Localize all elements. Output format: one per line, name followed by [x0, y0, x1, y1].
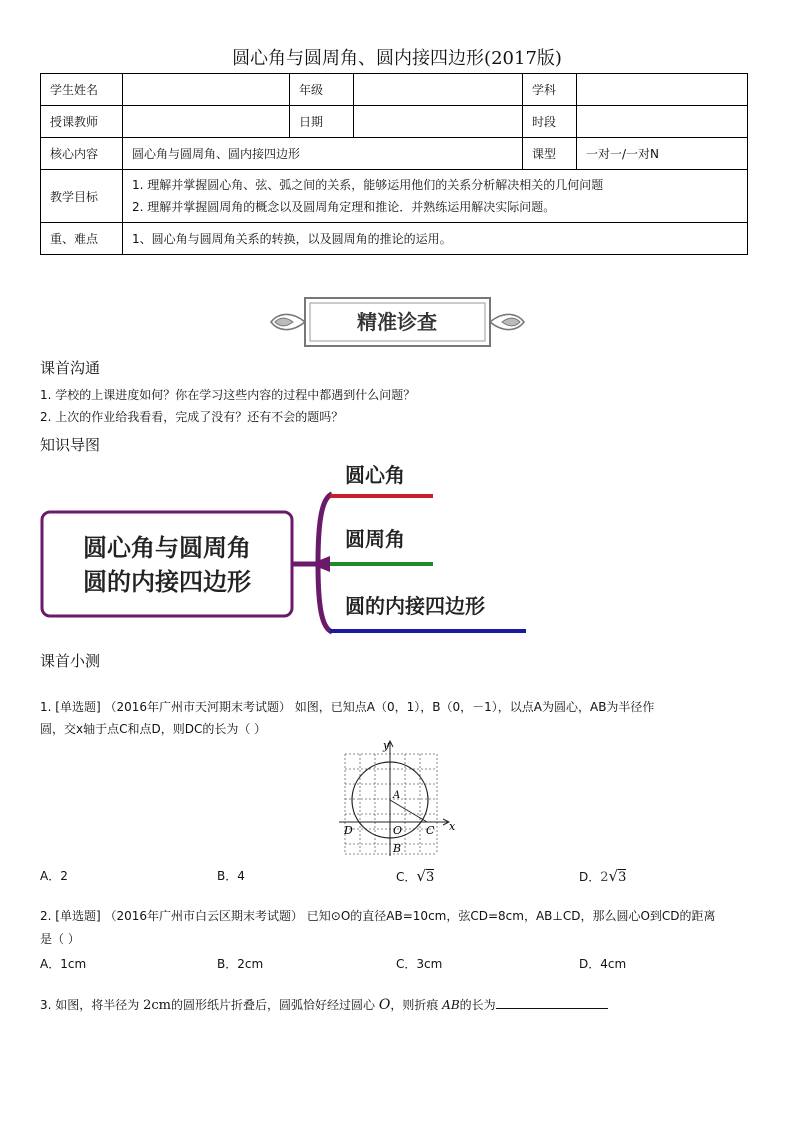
- q1-line2: 圆，交x轴于点C和点D，则DC的长为（ ）: [40, 722, 267, 736]
- q1-figure: [337, 738, 457, 860]
- goal-item: 1. 理解并掌握圆心角、弦、弧之间的关系，能够运用他们的关系分析解决相关的几何问题: [132, 178, 604, 192]
- q1-option-b[interactable]: B．4: [217, 869, 245, 883]
- teacher-value: [123, 106, 290, 138]
- period-label: 时段: [523, 106, 577, 138]
- table-row: [41, 223, 748, 255]
- communicate-item: 1. 学校的上课进度如何？你在学习这些内容的过程中都遇到什么问题？: [40, 388, 416, 402]
- table-row: [41, 170, 748, 223]
- goal-item: 2. 理解并掌握圆周角的概念以及圆周角定理和推论．并熟练运用解决实际问题。: [132, 200, 556, 214]
- q1-option-d-coef: 2: [600, 870, 609, 885]
- table-row: [41, 74, 748, 106]
- communicate-heading: 课首沟通: [40, 359, 101, 377]
- core-value: 圆心角与圆周角、圆内接四边形: [123, 138, 523, 170]
- q1-option-d-radicand: 3: [618, 870, 627, 885]
- label-A: A: [393, 790, 401, 801]
- table-row: [41, 106, 748, 138]
- q3-line: [40, 996, 608, 1013]
- section-banner: [265, 292, 530, 352]
- q2-option-b[interactable]: B．2cm: [217, 957, 264, 971]
- q3-point: O: [378, 997, 391, 1013]
- q3-mid2: ，则折痕: [390, 998, 439, 1012]
- q2-line1: 2. [单选题] （2016年广州市白云区期末考试题） 已知⊙O的直径AB=10cm，弦CD=8cm，AB⊥CD，那么圆心O到CD的距离: [40, 909, 716, 923]
- sqrt-icon: √: [416, 867, 426, 885]
- mind-branch-2: 圆周角: [345, 527, 405, 551]
- mind-center-box: [42, 512, 292, 616]
- grade-label: 年级: [290, 74, 354, 106]
- lesson-info-table: [40, 73, 748, 255]
- q3-unit: cm: [151, 998, 171, 1013]
- key-label: 重、难点: [41, 223, 123, 255]
- subject-value: [577, 74, 748, 106]
- q3-answer-blank[interactable]: [496, 996, 608, 1009]
- q3-value: 2: [143, 998, 152, 1013]
- q2-option-a[interactable]: A．1cm: [40, 957, 87, 971]
- document-title: 圆心角与圆周角、圆内接四边形(2017版): [232, 48, 562, 69]
- label-B: B: [393, 842, 402, 855]
- q1-line1: 1. [单选题] （2016年广州市天河期末考试题） 如图，已知点A（0，1），B（0，－1），以点A为圆心，AB为半径作: [40, 700, 655, 714]
- mind-center-line1: 圆心角与圆周角: [83, 534, 251, 562]
- q2-option-c[interactable]: C．3cm: [396, 957, 443, 971]
- knowledge-mind-map: [40, 460, 540, 640]
- q1-option-d[interactable]: [579, 867, 626, 885]
- type-value: 一对一/一对N: [577, 138, 748, 170]
- ornament-right-inner-icon: [502, 318, 520, 326]
- q2-line2: 是（ ）: [40, 932, 80, 946]
- label-D: D: [344, 824, 353, 837]
- q1-option-a[interactable]: A．2: [40, 869, 68, 883]
- q1-option-c-radicand: 3: [425, 870, 435, 885]
- q3-mid: 的圆形纸片折叠后，圆弧恰好经过圆心: [170, 998, 375, 1012]
- q1-option-d-label: D．: [579, 870, 601, 884]
- date-label: 日期: [290, 106, 354, 138]
- student-label: 学生姓名: [41, 74, 123, 106]
- q2-option-d[interactable]: D．4cm: [579, 957, 627, 971]
- q3-suffix: 的长为: [459, 998, 496, 1012]
- mind-branch-3: 圆的内接四边形: [345, 594, 485, 618]
- ornament-left-inner-icon: [275, 318, 293, 326]
- period-value: [577, 106, 748, 138]
- label-C: C: [426, 824, 435, 837]
- q1-radius: [390, 800, 427, 822]
- q3-seg: AB: [442, 998, 460, 1012]
- q1-grid: [345, 754, 437, 854]
- quiz-heading: 课首小测: [40, 652, 101, 670]
- subject-label: 学科: [523, 74, 577, 106]
- map-heading: 知识导图: [40, 436, 101, 454]
- student-value: [123, 74, 290, 106]
- label-y: y: [383, 739, 390, 752]
- date-value: [354, 106, 523, 138]
- q1-option-c-label: C．: [396, 870, 417, 884]
- key-value: 1、圆心角与圆周角关系的转换，以及圆周角的推论的运用。: [123, 223, 748, 255]
- mind-center-line2: 圆的内接四边形: [83, 568, 251, 596]
- grade-value: [354, 74, 523, 106]
- communicate-item: 2. 上次的作业给我看看，完成了没有？还有不会的题吗？: [40, 410, 344, 424]
- mind-branch-1: 圆心角: [345, 463, 405, 487]
- type-label: 课型: [523, 138, 577, 170]
- sqrt-icon: √: [608, 867, 619, 885]
- goal-label: 教学目标: [41, 170, 123, 223]
- core-label: 核心内容: [41, 138, 123, 170]
- table-row: [41, 138, 748, 170]
- teacher-label: 授课教师: [41, 106, 123, 138]
- goal-value: [123, 170, 748, 223]
- q1-option-c[interactable]: [396, 867, 434, 885]
- label-x: x: [449, 820, 456, 833]
- banner-text: 精准诊查: [357, 310, 437, 334]
- q3-prefix: 3. 如图，将半径为: [40, 998, 140, 1012]
- label-O: O: [393, 824, 403, 837]
